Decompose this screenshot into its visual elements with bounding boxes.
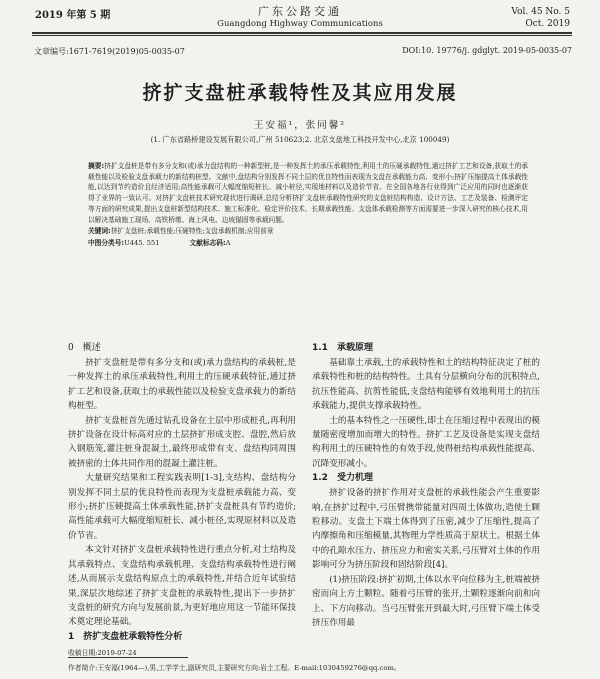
abstract-paragraph — [88, 161, 528, 225]
section-1-1-heading: 1.1 承载原理 — [312, 343, 373, 353]
abstract-block — [88, 161, 528, 249]
issue-label: 2019 年第 5 期 — [35, 10, 111, 21]
article-number: 文章编号:1671-7619(2019)05-0035-07 — [34, 47, 185, 56]
abstract-text: 挤扩支盘桩是带有多分支和(或)承力盘结构的一种新型桩,是一种发挥土的承压承载特性,利用土的压硬承载特性,通过挤扩工艺和设备,获取土的承载性能以及检验支盘承载力的新结构桩型。文献中,盘结构分别发挥不同土层的优良特性而表现为支盘在承载能力高、变形小;挤扩压缩提高土体承载性能,以达到节约造价且经济适用;高性能承载可大幅度缩短桩长、减小桩径,实现地材料以及造价节省。在全国各地各行业得到广泛应用的同时也逐渐获得了业界的一致认可。对挤扩支盘桩技术研究现状进行调研,总结分析挤扩支盘桩承载特性研究的支盘桩结构构造、设计方法、工艺及装备、检测评定等方面的研究成果,提出支盘桩新型结构技术、施工标准化、检定评价技术、长期承载性能、支盘体承载检测等方面需要进一步深入研究的核心技术,用以解决基础施工现场、高铁桥墩、海上风电、边坡锚固等承载问题。 — [88, 162, 528, 224]
doi: DOI:10. 19776/j. gdglyt. 2019-05-0035-07 — [402, 46, 572, 55]
right-paragraph-2: 土的基本特性之一压硬性,即土在压缩过程中表现出的模量随密度增加而增大的特性。挤扩工艺及设备是实现支盘结构利用土的压硬特性的有效手段,使得桩结构承载性能提高、沉降变形减小。 — [312, 415, 540, 469]
header-rule — [32, 32, 572, 34]
section-0-heading: 0 概述 — [68, 343, 101, 353]
date-label: Oct. 2019 — [525, 19, 570, 29]
right-column — [312, 341, 540, 630]
affiliations: (1. 广东省路桥建设发展有限公司,广州 510623;2. 北京支盘地工科技开发中心,北京 100049) — [150, 135, 450, 144]
header-rule-thin — [32, 35, 572, 36]
keywords-line — [88, 226, 528, 237]
left-paragraph-4: 本文针对挤扩支盘桩承载特性进行重点分析,对土结构及其承载特点、支盘结构承载机理、支盘结构承载特性进行阐述,从而展示支盘结构原点土的承载特性,并结合近年试验结果,深层次地综述了挤扩支盘桩的承载特性,提出下一步挤扩支盘桩的研究方向与发展前景,为更好地应用这一节能环保技术奠定理论基础。 — [68, 545, 296, 628]
left-paragraph-3: 大量研究结果和工程实践表明[1-3],支结构、盘结构分别发挥不同土层的优良特性而表现为支盘桩承载能力高、变形小;挤扩压硬提高土体承载性能,挤扩支盘桩具有节约造价;高性能承载可大幅度缩短桩长、减小桩径,实现原材料以及造价节省。 — [68, 473, 296, 541]
left-column — [68, 341, 296, 645]
received-date: 收稿日期:2019-07-24 — [68, 649, 137, 657]
section-1-heading: 1 挤扩支盘桩承载特性分析 — [68, 631, 183, 642]
classification-line — [88, 238, 528, 249]
paper-title: 挤扩支盘桩承载特性及其应用发展 — [142, 82, 458, 104]
right-paragraph-1: 基础靠土承载,土的承载特性和土的结构特征决定了桩的承载特性和桩的结构特性。土具有分层横向分布的沉积特点,抗压性能高、抗剪性能低,支盘结构能够有效地利用土的抗压承载能力,提供支撑承载特性。 — [312, 358, 540, 412]
authors: 王安福¹，张同馨² — [253, 120, 347, 131]
journal-name-en: Guangdong Highway Communications — [217, 19, 383, 29]
section-1-2-heading: 1.2 受力机理 — [312, 473, 373, 484]
clc-label: 中图分类号: — [88, 238, 125, 247]
left-paragraph-2: 挤扩支盘桩首先通过钻孔设备在土层中形成桩孔,再利用挤扩设备在设计标高对应的土层挤扩形成支腔、盘腔,然后放入钢筋笼,灌注桩身混凝土,最终形成带有支、盘结构同周围被挤密的土体共同作用的混凝土灌注桩。 — [68, 415, 296, 469]
doc-code-value: A — [225, 238, 231, 247]
volume-label: Vol. 45 No. 5 — [511, 7, 570, 17]
journal-name-cn: 广东公路交通 — [258, 5, 342, 18]
right-paragraph-4: (1)挤压阶段:挤扩初期,土体以水平向位移为主,桩端被挤密而向上方土颗粒。随着弓压臂的张开,土颗粒逐渐向前和向上、下方向移动。当弓压臂张开到最大时,弓压臂下端土体受挤压作用最 — [312, 574, 540, 628]
clc-value: U445. 551 — [124, 238, 160, 247]
keywords-label: 关键词: — [88, 227, 111, 236]
right-paragraph-3: 挤扩设备的挤扩作用对支盘桩的承载性能会产生重要影响,在挤扩过程中,弓压臂携带能量对四周土体做功,造使土颗粒移动。支盘土下端土体得到了压密,减少了压缩性,提高了内摩擦角和压缩模量,其物理力学性质高于原状土。根据土体中的孔隙水压力、挤压应力和密实关系,弓压臂对土体的作用影响可分为挤压阶段和固结阶段[4]。 — [312, 488, 540, 571]
left-paragraph-1: 挤扩支盘桩是带有多分支和(或)承力盘结构的承载桩,是一种发挥土的承压承载特性,利用土的压硬承载特征,通过挤扩工艺和设备,获取土的承载性能以及检验支盘承载力的新结构桩型。 — [68, 358, 296, 412]
keywords-text: 挤扩支盘桩;承载性能;压硬特性;支盘承载机制;应用前景 — [110, 227, 274, 236]
author-intro: 作者简介:王安福(1964—),男,工学学士,副研究员,主要研究方向:岩土工程。E-mail:1030459276@qq.com。 — [68, 664, 401, 672]
doc-code-label: 文献标志码: — [189, 238, 226, 247]
abstract-label: 摘要: — [88, 162, 105, 170]
